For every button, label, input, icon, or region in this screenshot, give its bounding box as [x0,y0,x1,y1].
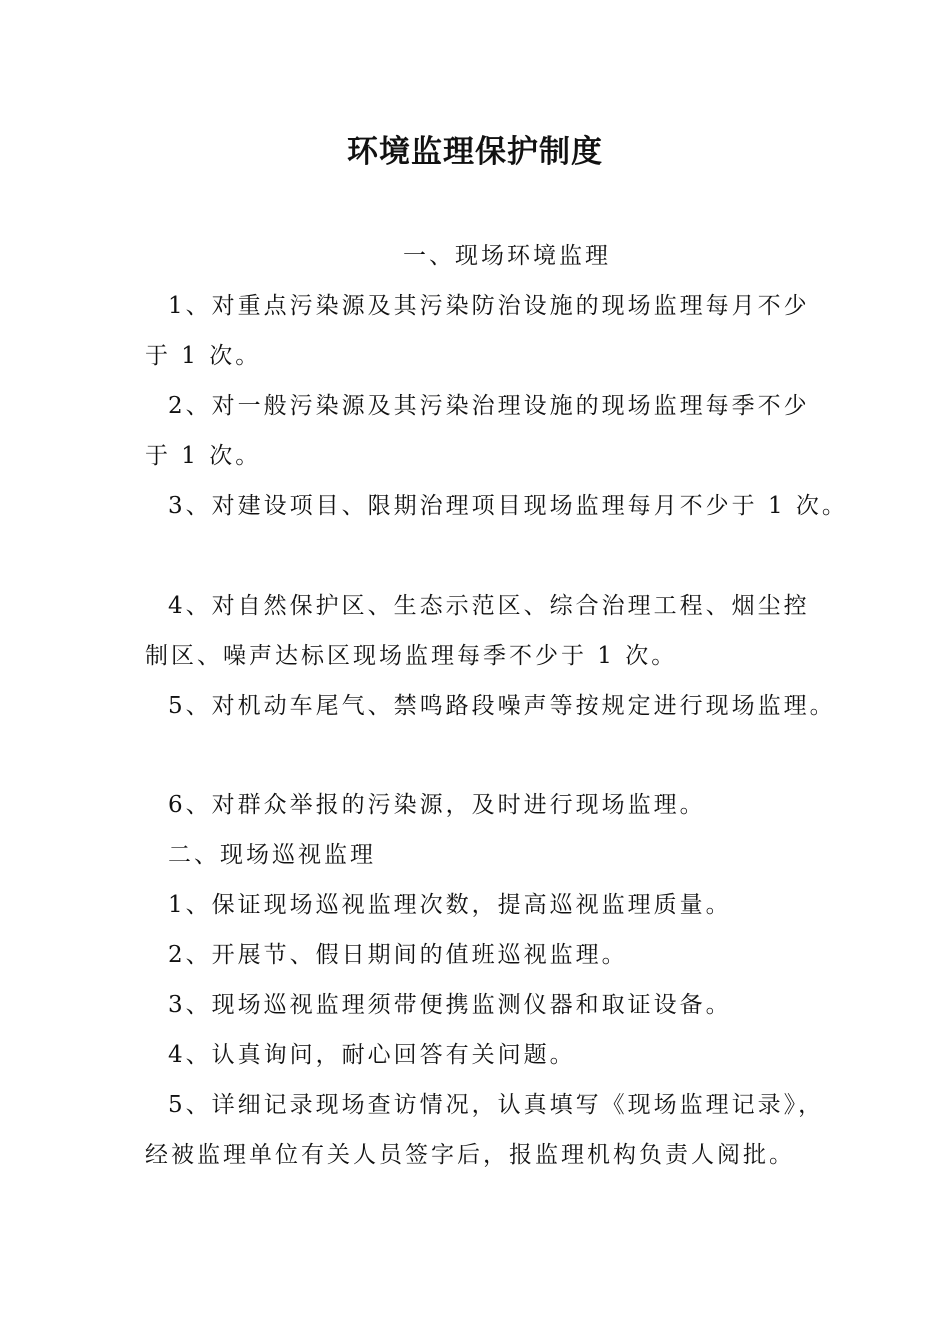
paragraph-line: 2、开展节、假日期间的值班巡视监理。 [168,942,628,968]
paragraph-line: 3、对建设项目、限期治理项目现场监理每月不少于 1 次。 [168,493,848,519]
section-heading-2: 二、现场巡视监理 [168,842,376,868]
paragraph-line: 6、对群众举报的污染源，及时进行现场监理。 [168,792,706,818]
paragraph-line: 于 1 次。 [145,443,262,469]
paragraph-line: 4、认真询问，耐心回答有关问题。 [168,1042,576,1068]
section-heading-1: 一、现场环境监理 [403,243,611,269]
document-title: 环境监理保护制度 [347,134,603,170]
paragraph-line: 制区、噪声达标区现场监理每季不少于 1 次。 [145,643,678,669]
paragraph-line: 1、对重点污染源及其污染防治设施的现场监理每月不少 [168,293,810,319]
paragraph-line: 经被监理单位有关人员签字后，报监理机构负责人阅批。 [145,1142,795,1168]
paragraph-line: 5、详细记录现场查访情况，认真填写《现场监理记录》， [168,1092,825,1118]
paragraph-line: 1、保证现场巡视监理次数，提高巡视监理质量。 [168,892,732,918]
paragraph-line: 2、对一般污染源及其污染治理设施的现场监理每季不少 [168,393,810,419]
paragraph-line: 5、对机动车尾气、禁鸣路段噪声等按规定进行现场监理。 [168,693,836,719]
paragraph-line: 于 1 次。 [145,343,262,369]
paragraph-line: 4、对自然保护区、生态示范区、综合治理工程、烟尘控 [168,593,810,619]
paragraph-line: 3、现场巡视监理须带便携监测仪器和取证设备。 [168,992,732,1018]
